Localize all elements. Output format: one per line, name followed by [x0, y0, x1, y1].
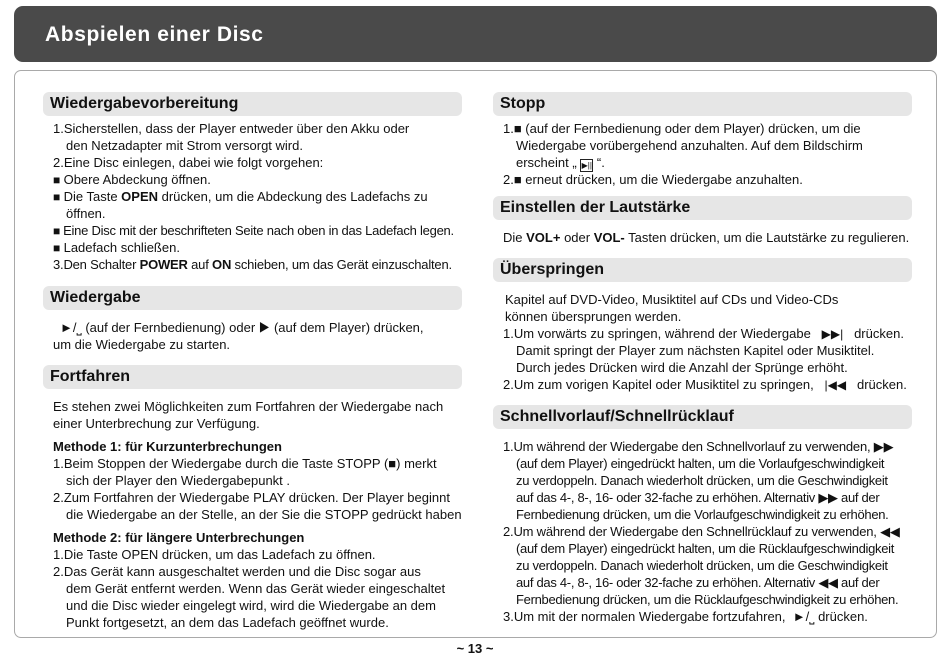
prev-icon: |◀◀ [824, 378, 847, 392]
text-line: 2.Das Gerät kann ausgeschaltet werden und die Disc sogar aus [53, 564, 421, 579]
section-title: Überspringen [500, 261, 605, 278]
text-line: die Wiedergabe an der Stelle, an der Sie die STOPP gedrückt haben [66, 507, 462, 522]
text-line: ►/⎵ (auf der Fernbedienung) oder ▶ (auf dem Player) drücken, [60, 320, 424, 335]
text-line: Damit springt der Player zum nächsten Kapitel oder Musiktitel. [516, 343, 875, 358]
section-title: Schnellvorlauf/Schnellrücklauf [500, 408, 734, 425]
text-line: 1.Sicherstellen, dass der Player entweder über den Akku oder [53, 121, 410, 136]
bullet-icon: ■ [53, 241, 64, 255]
section-header-resume [43, 365, 462, 389]
text-line: um die Wiedergabe zu starten. [53, 337, 231, 352]
list-item: ■ Obere Abdeckung öffnen. [53, 172, 211, 187]
bullet-icon: ■ [53, 224, 64, 238]
text-line: zu verdoppeln. Danach wiederholt drücken, um die Geschwindigkeit [516, 473, 888, 488]
text-line: 2.Eine Disc einlegen, dabei wie folgt vorgehen: [53, 155, 324, 170]
text-line: 1.Die Taste OPEN drücken, um das Ladefach zu öffnen. [53, 547, 376, 562]
text-line: 2.Um während der Wiedergabe den Schnellrücklauf zu verwenden, ◀◀ [503, 524, 900, 539]
text-line: Durch jedes Drücken wird die Anzahl der Sprünge erhöht. [516, 360, 848, 375]
text-line: 2.■ erneut drücken, um die Wiedergabe anzuhalten. [503, 172, 803, 187]
section-header-stop [493, 92, 912, 116]
section-header-prep [43, 92, 462, 116]
pause-icon: ▶|| [581, 161, 592, 170]
text-line: 1.Um vorwärts zu springen, während der Wiedergabe ▶▶| drücken. [503, 326, 904, 341]
list-item: ■ Ladefach schließen. [53, 240, 180, 255]
section-title: Fortfahren [50, 368, 130, 385]
next-icon: ▶▶| [821, 327, 844, 341]
text-line: Es stehen zwei Möglichkeiten zum Fortfahren der Wiedergabe nach [53, 399, 444, 414]
list-item: ■ Die Taste OPEN drücken, um die Abdeckung des Ladefachs zu [53, 189, 428, 204]
page-number: ~ 13 ~ [456, 641, 494, 656]
text-line: dem Gerät entfernt werden. Wenn das Gerät wieder eingeschaltet [66, 581, 446, 596]
play-pause-icon: ►/⎵ [792, 609, 815, 624]
section-title: Wiedergabe [50, 289, 141, 306]
text-line: sich der Player den Wiedergabepunkt . [66, 473, 291, 488]
text-line: den Netzadapter mit Strom versorgt wird. [66, 138, 303, 153]
list-item: ■ Eine Disc mit der beschrifteten Seite nach oben in das Ladefach legen. [53, 223, 454, 238]
bullet-icon: ■ [53, 190, 64, 204]
text-line: (auf dem Player) eingedrückt halten, um die Vorlaufgeschwindigkeit [516, 456, 885, 471]
section-header-play [43, 286, 462, 310]
section-header-skip [493, 258, 912, 282]
section-title: Wiedergabevorbereitung [50, 95, 239, 112]
text-line: Punkt fortgesetzt, an dem das Ladefach geöffnet wurde. [66, 615, 389, 630]
text-line: einer Unterbrechung zur Verfügung. [53, 416, 260, 431]
play-pause-icon: ►/⎵ [60, 320, 82, 335]
text-line: (auf dem Player) eingedrückt halten, um die Rücklaufgeschwindigkeit [516, 541, 895, 556]
text-line: 1.Um während der Wiedergabe den Schnellvorlauf zu verwenden, ▶▶ [503, 439, 894, 454]
text-line: Fernbedienung drücken, um die Vorlaufgeschwindigkeit zu erhöhen. [516, 507, 889, 522]
method-title: Methode 2: für längere Unterbrechungen [53, 530, 305, 545]
section-title: Einstellen der Lautstärke [500, 199, 691, 216]
text-line: 3.Um mit der normalen Wiedergabe fortzufahren, ►/⎵ drücken. [503, 609, 868, 624]
text-line: 1.Beim Stoppen der Wiedergabe durch die Taste STOPP (■) merkt [53, 456, 437, 471]
text-line: Fernbedienung drücken, um die Rücklaufgeschwindigkeit zu erhöhen. [516, 592, 899, 607]
text-line: 2.Zum Fortfahren der Wiedergabe PLAY drücken. Der Player beginnt [53, 490, 450, 505]
page-title: Abspielen einer Disc [45, 23, 264, 46]
text-line: zu verdoppeln. Danach wiederholt drücken, um die Geschwindigkeit [516, 558, 888, 573]
text-line: öffnen. [66, 206, 106, 221]
text-line: Die VOL+ oder VOL- Tasten drücken, um die Lautstärke zu regulieren. [503, 230, 910, 245]
text-line: auf das 4-, 8-, 16- oder 32-fache zu erhöhen. Alternativ ▶▶ auf der [516, 490, 880, 505]
section-header-volume [493, 196, 912, 220]
text-line: und die Disc wieder eingelegt wird, wird die Wiedergabe an dem [66, 598, 436, 613]
text-line: 1.■ (auf der Fernbedienung oder dem Player) drücken, um die [503, 121, 861, 136]
page-header [14, 6, 937, 62]
section-title: Stopp [500, 95, 546, 112]
text-line: können übersprungen werden. [505, 309, 682, 324]
bullet-icon: ■ [53, 173, 64, 187]
section-header-fast [493, 405, 912, 429]
text-line: 3.Den Schalter POWER auf ON schieben, um das Gerät einzuschalten. [53, 257, 452, 272]
text-line: Wiedergabe vorübergehend anzuhalten. Auf dem Bildschirm [516, 138, 863, 153]
method-title: Methode 1: für Kurzunterbrechungen [53, 439, 282, 454]
text-line: erscheint „ ▶|| “. [516, 155, 605, 170]
text-line: 2.Um zum vorigen Kapitel oder Musiktitel zu springen, |◀◀ drücken. [503, 377, 907, 392]
text-line: Kapitel auf DVD-Video, Musiktitel auf CDs und Video-CDs [505, 292, 839, 307]
text-line: auf das 4-, 8-, 16- oder 32-fache zu erhöhen. Alternativ ◀◀ auf der [516, 575, 880, 590]
